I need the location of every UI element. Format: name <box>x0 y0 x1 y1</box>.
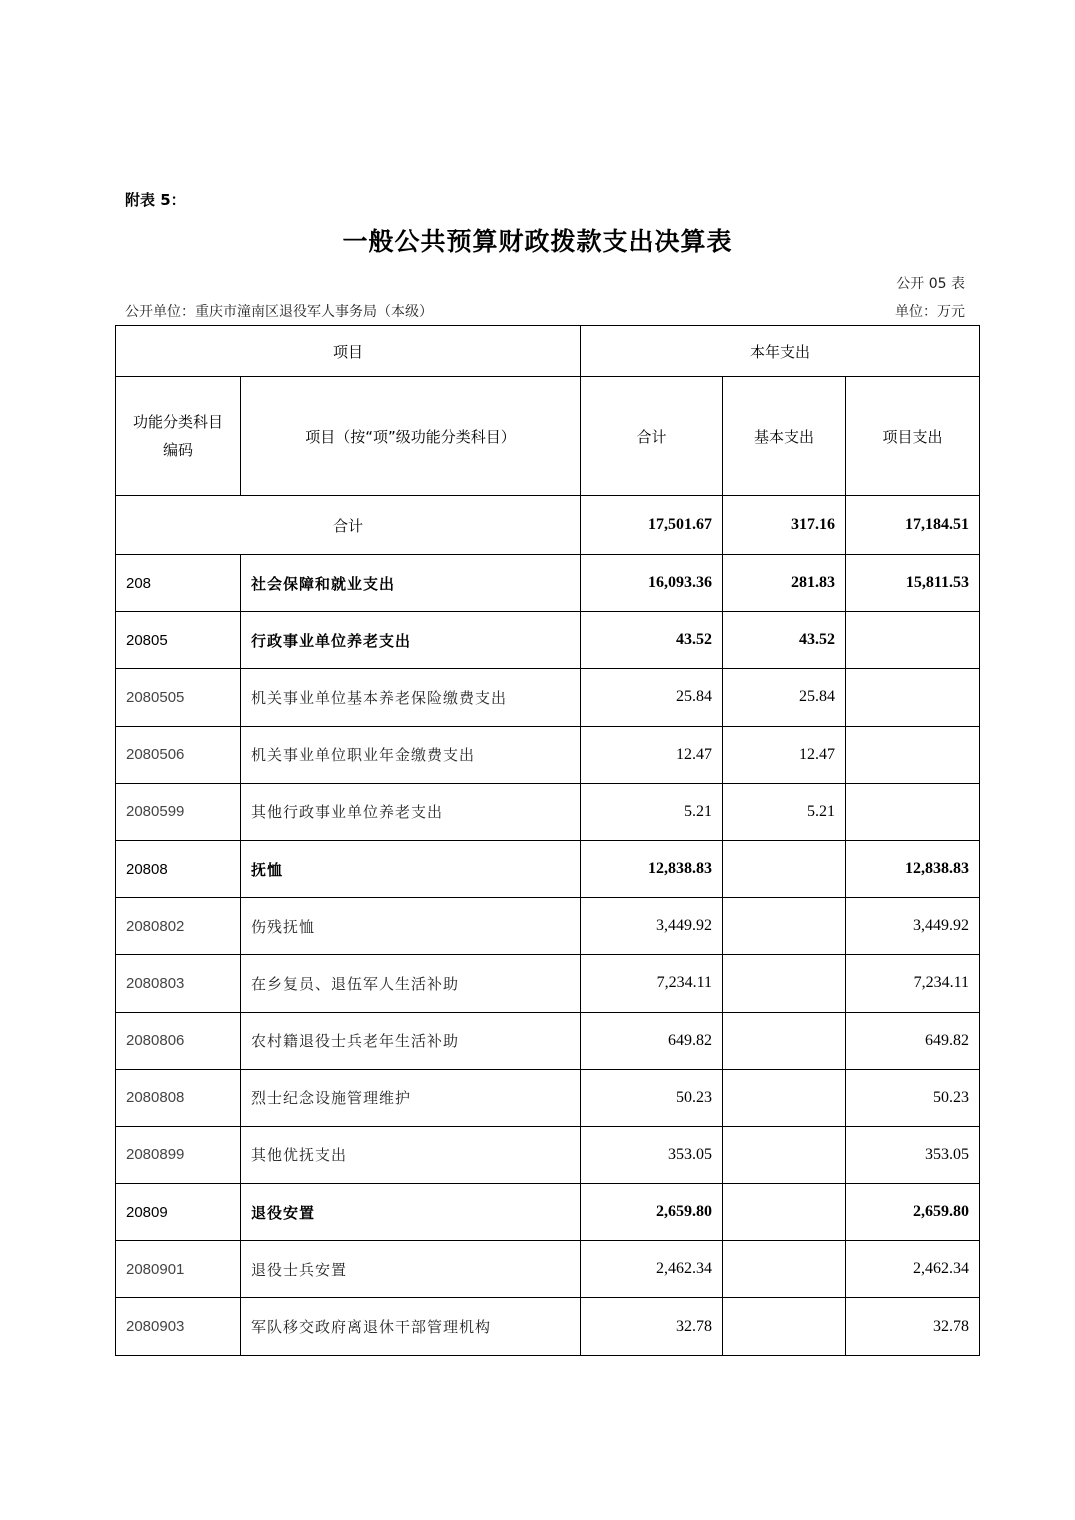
table-row <box>116 1012 980 1069</box>
row-code: 2080506 <box>116 726 241 783</box>
row-total: 12.47 <box>581 726 723 783</box>
row-project: 353.05 <box>846 1126 980 1183</box>
row-basic <box>723 898 846 955</box>
row-total: 5.21 <box>581 783 723 840</box>
row-total: 2,462.34 <box>581 1241 723 1298</box>
table-row <box>116 726 980 783</box>
row-basic <box>723 1241 846 1298</box>
row-total: 25.84 <box>581 669 723 726</box>
total-sum: 17,501.67 <box>581 496 723 555</box>
row-name: 社会保障和就业支出 <box>241 555 581 612</box>
table-row <box>116 1126 980 1183</box>
row-code: 2080505 <box>116 669 241 726</box>
table-row <box>116 1241 980 1298</box>
row-total: 43.52 <box>581 612 723 669</box>
row-total: 32.78 <box>581 1298 723 1355</box>
row-total: 3,449.92 <box>581 898 723 955</box>
row-basic: 281.83 <box>723 555 846 612</box>
row-name: 行政事业单位养老支出 <box>241 612 581 669</box>
row-basic: 43.52 <box>723 612 846 669</box>
row-name: 抚恤 <box>241 840 581 897</box>
row-name: 在乡复员、退伍军人生活补助 <box>241 955 581 1012</box>
row-code: 2080802 <box>116 898 241 955</box>
table-number: 公开 05 表 <box>896 276 965 292</box>
row-basic <box>723 1012 846 1069</box>
row-total: 16,093.36 <box>581 555 723 612</box>
row-name: 农村籍退役士兵老年生活补助 <box>241 1012 581 1069</box>
currency-unit: 单位：万元 <box>895 304 965 320</box>
row-code: 2080803 <box>116 955 241 1012</box>
header-total: 合计 <box>581 377 723 496</box>
row-name: 其他行政事业单位养老支出 <box>241 783 581 840</box>
row-name: 军队移交政府离退休干部管理机构 <box>241 1298 581 1355</box>
row-total: 2,659.80 <box>581 1184 723 1241</box>
row-total: 649.82 <box>581 1012 723 1069</box>
row-name: 机关事业单位职业年金缴费支出 <box>241 726 581 783</box>
row-project <box>846 669 980 726</box>
row-code: 2080806 <box>116 1012 241 1069</box>
row-basic <box>723 955 846 1012</box>
table-row <box>116 1069 980 1126</box>
table-row <box>116 840 980 897</box>
row-project: 2,659.80 <box>846 1184 980 1241</box>
row-name: 退役安置 <box>241 1184 581 1241</box>
row-name: 退役士兵安置 <box>241 1241 581 1298</box>
row-project <box>846 783 980 840</box>
header-project: 项目支出 <box>846 377 980 496</box>
row-basic: 5.21 <box>723 783 846 840</box>
row-project: 15,811.53 <box>846 555 980 612</box>
attachment-label: 附表 5： <box>125 191 186 209</box>
header-row-1 <box>116 326 980 377</box>
row-basic <box>723 1126 846 1183</box>
row-basic: 12.47 <box>723 726 846 783</box>
table-row <box>116 898 980 955</box>
expenditure-table <box>115 325 980 1356</box>
row-total: 353.05 <box>581 1126 723 1183</box>
reporting-unit: 公开单位：重庆市潼南区退役军人事务局（本级） <box>125 304 433 320</box>
table-row <box>116 783 980 840</box>
row-code: 2080903 <box>116 1298 241 1355</box>
row-project <box>846 612 980 669</box>
row-code: 2080899 <box>116 1126 241 1183</box>
total-basic: 317.16 <box>723 496 846 555</box>
row-project: 649.82 <box>846 1012 980 1069</box>
row-basic: 25.84 <box>723 669 846 726</box>
row-total: 50.23 <box>581 1069 723 1126</box>
row-name: 烈士纪念设施管理维护 <box>241 1069 581 1126</box>
header-expense: 本年支出 <box>581 326 980 377</box>
row-name: 机关事业单位基本养老保险缴费支出 <box>241 669 581 726</box>
header-item: 项目 <box>116 326 581 377</box>
row-project: 32.78 <box>846 1298 980 1355</box>
row-code: 20805 <box>116 612 241 669</box>
total-label: 合计 <box>116 496 581 555</box>
row-basic <box>723 840 846 897</box>
table-row <box>116 1298 980 1355</box>
row-project: 50.23 <box>846 1069 980 1126</box>
row-code: 20808 <box>116 840 241 897</box>
table-row <box>116 555 980 612</box>
header-basic: 基本支出 <box>723 377 846 496</box>
row-code: 2080901 <box>116 1241 241 1298</box>
table-row <box>116 669 980 726</box>
total-project: 17,184.51 <box>846 496 980 555</box>
row-project: 7,234.11 <box>846 955 980 1012</box>
row-total: 7,234.11 <box>581 955 723 1012</box>
row-code: 2080599 <box>116 783 241 840</box>
row-name: 伤残抚恤 <box>241 898 581 955</box>
header-name: 项目（按“项”级功能分类科目） <box>241 377 581 496</box>
row-project: 3,449.92 <box>846 898 980 955</box>
header-code: 功能分类科目编码 <box>116 377 241 496</box>
header-row-2 <box>116 377 980 496</box>
row-project: 12,838.83 <box>846 840 980 897</box>
row-basic <box>723 1184 846 1241</box>
row-code: 208 <box>116 555 241 612</box>
row-basic <box>723 1298 846 1355</box>
row-code: 2080808 <box>116 1069 241 1126</box>
row-basic <box>723 1069 846 1126</box>
row-name: 其他优抚支出 <box>241 1126 581 1183</box>
total-row <box>116 496 980 555</box>
row-project: 2,462.34 <box>846 1241 980 1298</box>
table-row <box>116 612 980 669</box>
row-code: 20809 <box>116 1184 241 1241</box>
table-row <box>116 1184 980 1241</box>
table-row <box>116 955 980 1012</box>
row-total: 12,838.83 <box>581 840 723 897</box>
row-project <box>846 726 980 783</box>
page-title: 一般公共预算财政拨款支出决算表 <box>342 227 733 256</box>
